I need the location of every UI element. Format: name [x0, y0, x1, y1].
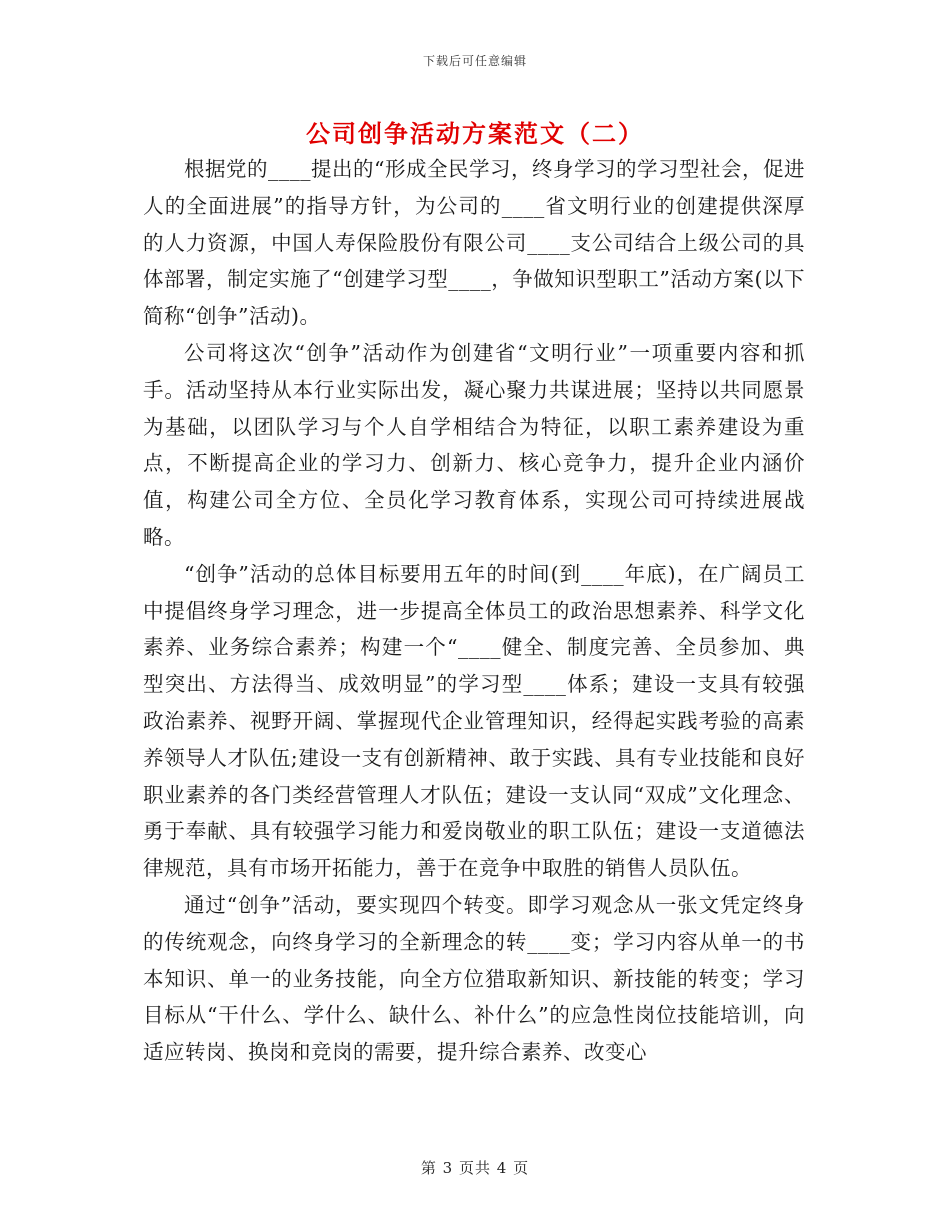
header-note: 下载后可任意编辑 [422, 54, 527, 68]
document-title: 公司创争活动方案范文（二） [306, 119, 644, 148]
paragraph-1: 根据党的____提出的“形成全民学习，终身学习的学习型社会，促进人的全面进展”的指导方针，为公司的____省文明行业的创建提供深厚的人力资源，中国人寿保险股份有限公司____支公司结合上级公司的具体部署，制定实施了“创建学习型____，争做知识型职工”活动方案(以下简称“创争”活动)。 [143, 157, 805, 329]
paragraph-2: 公司将这次“创争”活动作为创建省“文明行业”一项重要内容和抓手。活动坚持从本行业实际出发，凝心聚力共谋进展；坚持以共同愿景为基础，以团队学习与个人自学相结合为特征，以职工素养建设为重点，不断提高企业的学习力、创新力、核心竞争力，提升企业内涵价值，构建公司全方位、全员化学习教育体系，实现公司可持续进展战略。 [143, 340, 805, 549]
paragraph-4: 通过“创争”活动，要实现四个转变。即学习观念从一张文凭定终身的传统观念，向终身学习的全新理念的转____变；学习内容从单一的书本知识、单一的业务技能，向全方位猎取新知识、新技能的转变；学习目标从“干什么、学什么、缺什么、补什么”的应急性岗位技能培训，向适应转岗、换岗和竞岗的需要，提升综合素养、改变心 [143, 892, 805, 1065]
page-number: 第 3 页共 4 页 [420, 1159, 530, 1177]
paragraph-3: “创争”活动的总体目标要用五年的时间(到____年底)，在广阔员工中提倡终身学习理念，进一步提高全体员工的政治思想素养、科学文化素养、业务综合素养；构建一个“____健全、制度完善、全员参加、典型突出、方法得当、成效明显”的学习型____体系；建设一支具有较强政治素养、视野开阔、掌握现代企业管理知识，经得起实践考验的高素养领导人才队伍;建设一支有创新精神、敢于实践、具有专业技能和良好职业素养的各门类经营管理人才队伍；建设一支认同“双成”文化理念、勇于奉献、具有较强学习能力和爱岗敬业的职工队伍；建设一支道德法律规范，具有市场开拓能力，善于在竞争中取胜的销售人员队伍。 [143, 561, 805, 881]
document-body [143, 151, 805, 1071]
